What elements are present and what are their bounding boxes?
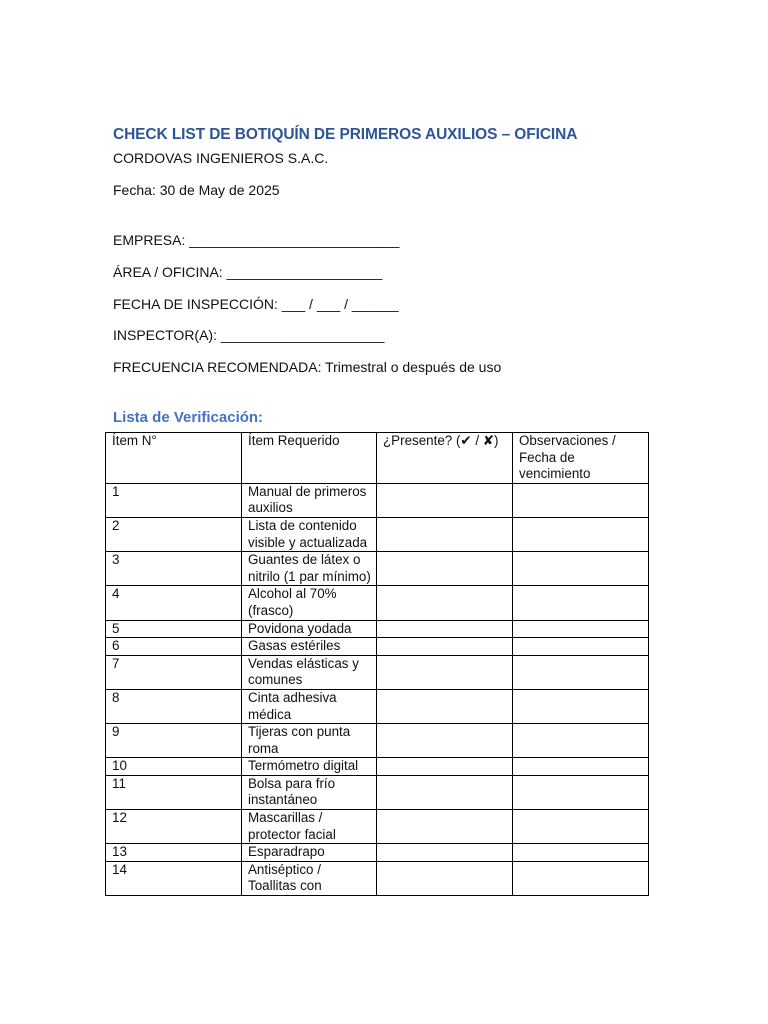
- cell-present[interactable]: [377, 483, 513, 517]
- cell-item-required: Mascarillas / protector facial: [242, 810, 377, 844]
- cell-item-required: Antiséptico / Toallitas con: [242, 861, 377, 895]
- cell-item-required: Alcohol al 70% (frasco): [242, 586, 377, 620]
- table-row: [106, 844, 649, 862]
- table-row: [106, 689, 649, 723]
- cell-item-required: Povidona yodada: [242, 620, 377, 638]
- field-inspector: INSPECTOR(A): _____________________: [113, 327, 385, 343]
- cell-observations[interactable]: [513, 758, 649, 776]
- cell-item-number: 3: [106, 552, 242, 586]
- cell-present[interactable]: [377, 775, 513, 809]
- header-item-required: Ítem Requerido: [242, 433, 377, 484]
- table-row: [106, 775, 649, 809]
- cell-observations[interactable]: [513, 655, 649, 689]
- section-title: Lista de Verificación:: [113, 409, 264, 426]
- table-row: [106, 620, 649, 638]
- cell-observations[interactable]: [513, 638, 649, 656]
- cell-item-number: 9: [106, 724, 242, 758]
- cell-observations[interactable]: [513, 517, 649, 551]
- table-row: [106, 810, 649, 844]
- header-item-number: Ítem N°: [106, 433, 242, 484]
- document-title: CHECK LIST DE BOTIQUÍN DE PRIMEROS AUXILIOS – OFICINA: [113, 126, 578, 143]
- cell-observations[interactable]: [513, 861, 649, 895]
- cell-present[interactable]: [377, 552, 513, 586]
- cell-observations[interactable]: [513, 844, 649, 862]
- field-area-oficina: ÁREA / OFICINA: ____________________: [113, 264, 383, 280]
- checklist-table: [105, 432, 649, 896]
- cell-item-number: 1: [106, 483, 242, 517]
- header-present: ¿Presente? (✔ / ✘): [377, 433, 513, 484]
- cell-present[interactable]: [377, 517, 513, 551]
- cell-present[interactable]: [377, 724, 513, 758]
- table-row: [106, 638, 649, 656]
- table-row: [106, 724, 649, 758]
- cell-item-number: 10: [106, 758, 242, 776]
- cell-present[interactable]: [377, 689, 513, 723]
- cell-item-number: 13: [106, 844, 242, 862]
- cell-observations[interactable]: [513, 810, 649, 844]
- cell-item-number: 2: [106, 517, 242, 551]
- table-row: [106, 655, 649, 689]
- cell-observations[interactable]: [513, 483, 649, 517]
- table-body: [106, 483, 649, 895]
- cell-observations[interactable]: [513, 724, 649, 758]
- cell-item-number: 14: [106, 861, 242, 895]
- cell-item-number: 4: [106, 586, 242, 620]
- cell-present[interactable]: [377, 844, 513, 862]
- date-line: Fecha: 30 de May de 2025: [113, 182, 280, 198]
- cell-item-required: Termómetro digital: [242, 758, 377, 776]
- table-row: [106, 552, 649, 586]
- cell-item-number: 11: [106, 775, 242, 809]
- cell-item-number: 7: [106, 655, 242, 689]
- cell-present[interactable]: [377, 620, 513, 638]
- cell-present[interactable]: [377, 861, 513, 895]
- cell-present[interactable]: [377, 638, 513, 656]
- table-row: [106, 758, 649, 776]
- cell-item-required: Esparadrapo: [242, 844, 377, 862]
- cell-item-required: Vendas elásticas y comunes: [242, 655, 377, 689]
- cell-item-required: Lista de contenido visible y actualizada: [242, 517, 377, 551]
- cell-present[interactable]: [377, 586, 513, 620]
- field-frecuencia: FRECUENCIA RECOMENDADA: Trimestral o después de uso: [113, 359, 502, 375]
- table-row: [106, 586, 649, 620]
- table-row: [106, 483, 649, 517]
- cell-item-required: Cinta adhesiva médica: [242, 689, 377, 723]
- field-empresa: EMPRESA: ___________________________: [113, 232, 400, 248]
- cell-observations[interactable]: [513, 775, 649, 809]
- company-name: CORDOVAS INGENIEROS S.A.C.: [113, 150, 329, 166]
- header-observations: Observaciones / Fecha de vencimiento: [513, 433, 649, 484]
- cell-item-number: 8: [106, 689, 242, 723]
- cell-item-number: 6: [106, 638, 242, 656]
- cell-item-number: 12: [106, 810, 242, 844]
- cell-present[interactable]: [377, 810, 513, 844]
- cell-observations[interactable]: [513, 689, 649, 723]
- cell-item-required: Bolsa para frío instantáneo: [242, 775, 377, 809]
- field-fecha-inspeccion: FECHA DE INSPECCIÓN: ___ / ___ / ______: [113, 296, 399, 312]
- cell-item-required: Manual de primeros auxilios: [242, 483, 377, 517]
- cell-observations[interactable]: [513, 586, 649, 620]
- cell-present[interactable]: [377, 758, 513, 776]
- cell-item-required: Tijeras con punta roma: [242, 724, 377, 758]
- cell-item-required: Gasas estériles: [242, 638, 377, 656]
- cell-item-number: 5: [106, 620, 242, 638]
- cell-observations[interactable]: [513, 552, 649, 586]
- table-row: [106, 861, 649, 895]
- cell-item-required: Guantes de látex o nitrilo (1 par mínimo): [242, 552, 377, 586]
- table-row: [106, 517, 649, 551]
- cell-present[interactable]: [377, 655, 513, 689]
- cell-observations[interactable]: [513, 620, 649, 638]
- table-header-row: [106, 433, 649, 484]
